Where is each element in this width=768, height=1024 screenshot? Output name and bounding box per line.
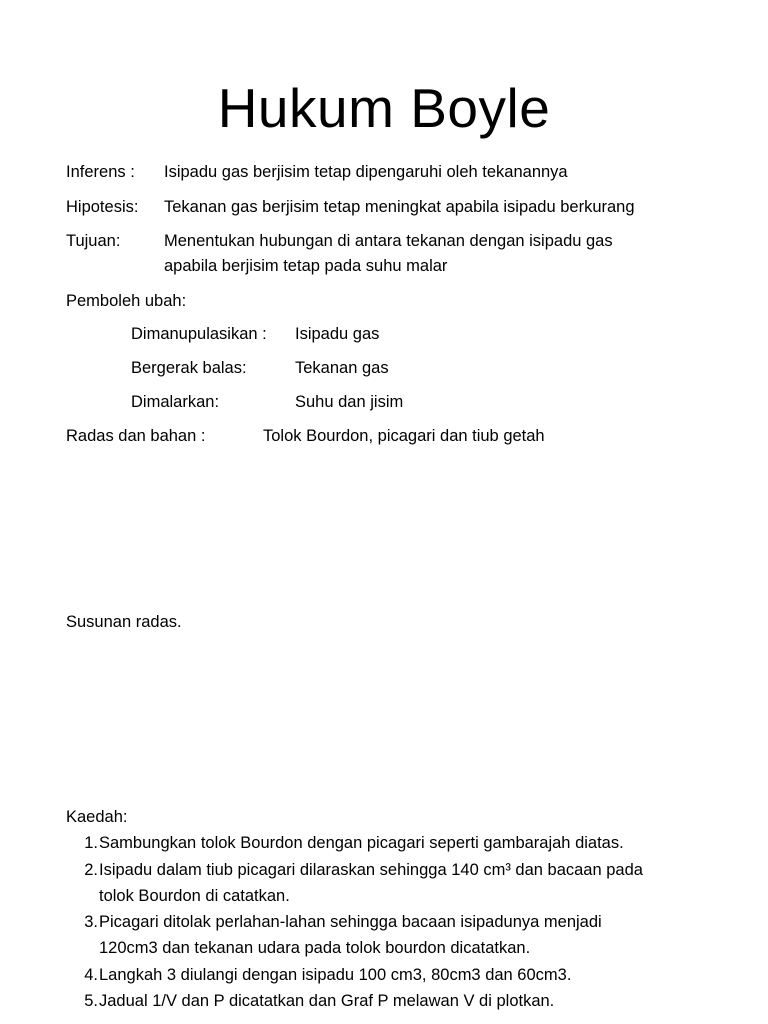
fixed-label: Dimalarkan:	[131, 393, 220, 411]
step-1-number: 1.	[84, 834, 98, 852]
variables-heading: Pemboleh ubah:	[66, 292, 187, 310]
responding-value: Tekanan gas	[295, 359, 389, 377]
manipulated-value: Isipadu gas	[295, 325, 380, 343]
hipotesis-label: Hipotesis:	[66, 198, 139, 216]
responding-label: Bergerak balas:	[131, 359, 247, 377]
step-3-text-line-1: Picagari ditolak perlahan-lahan sehingga bacaan isipadunya menjadi	[99, 913, 602, 931]
step-4-text: Langkah 3 diulangi dengan isipadu 100 cm3, 80cm3 dan 60cm3.	[99, 966, 572, 984]
manipulated-label: Dimanupulasikan :	[131, 325, 267, 343]
step-4-number: 4.	[84, 966, 98, 984]
step-2-text-line-1: Isipadu dalam tiub picagari dilaraskan sehingga 140 cm³ dan bacaan pada	[99, 861, 643, 879]
apparatus-label: Radas dan bahan :	[66, 427, 206, 445]
step-2-number: 2.	[84, 861, 98, 879]
tujuan-label: Tujuan:	[66, 232, 121, 250]
tujuan-line-2: apabila berjisim tetap pada suhu malar	[164, 257, 448, 275]
step-5-number: 5.	[84, 992, 98, 1010]
step-1-text: Sambungkan tolok Bourdon dengan picagari seperti gambarajah diatas.	[99, 834, 624, 852]
method-heading: Kaedah:	[66, 808, 128, 826]
step-5-text: Jadual 1/V dan P dicatatkan dan Graf P melawan V di plotkan.	[99, 992, 555, 1010]
setup-heading: Susunan radas.	[66, 613, 182, 631]
step-2-text-line-2: tolok Bourdon di catatkan.	[99, 887, 290, 905]
tujuan-line-1: Menentukan hubungan di antara tekanan dengan isipadu gas	[164, 232, 613, 250]
page-title: Hukum Boyle	[217, 77, 551, 139]
step-3-text-line-2: 120cm3 dan tekanan udara pada tolok bourdon dicatatkan.	[99, 939, 531, 957]
inferens-value: Isipadu gas berjisim tetap dipengaruhi oleh tekanannya	[164, 163, 568, 181]
step-3-number: 3.	[84, 913, 98, 931]
fixed-value: Suhu dan jisim	[295, 393, 404, 411]
apparatus-value: Tolok Bourdon, picagari dan tiub getah	[263, 427, 545, 445]
hipotesis-value: Tekanan gas berjisim tetap meningkat apabila isipadu berkurang	[164, 198, 635, 216]
inferens-label: Inferens :	[66, 163, 135, 181]
